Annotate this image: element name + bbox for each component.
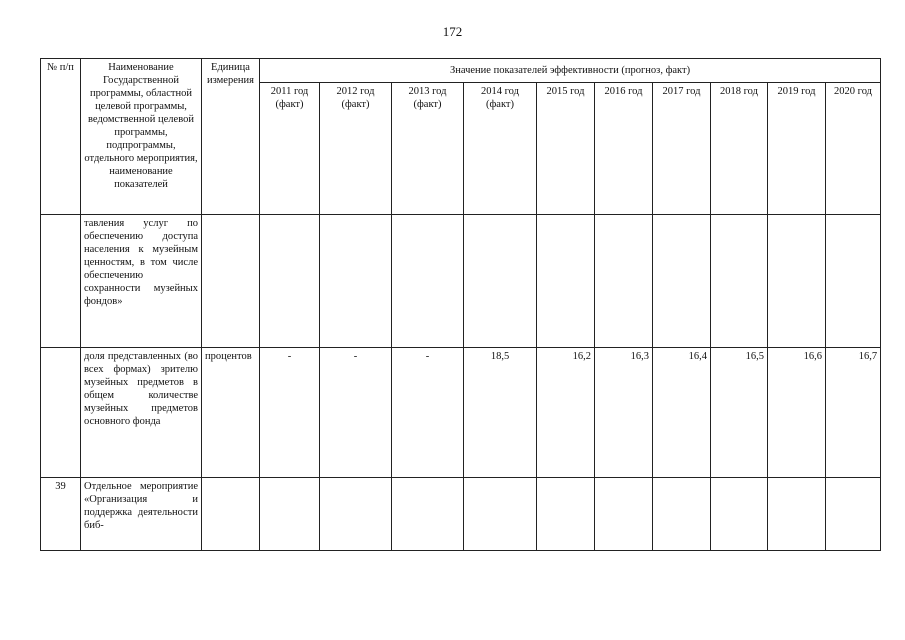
header-year-2011: 2011 год (факт) <box>260 83 320 215</box>
header-year-2013: 2013 год (факт) <box>392 83 464 215</box>
value-2020 <box>826 478 881 551</box>
header-year-2016: 2016 год <box>595 83 653 215</box>
value-2015 <box>537 478 595 551</box>
value-2017 <box>653 478 711 551</box>
value-2019 <box>768 478 826 551</box>
value-2011: - <box>260 348 320 478</box>
header-no: № п/п <box>41 59 81 215</box>
header-year-2014: 2014 год (факт) <box>464 83 537 215</box>
value-2017 <box>653 215 711 348</box>
table-row <box>41 215 881 348</box>
performance-indicators-table <box>40 58 881 551</box>
value-2012 <box>320 478 392 551</box>
header-year-2017: 2017 год <box>653 83 711 215</box>
table-row <box>41 478 881 551</box>
value-2018 <box>711 215 768 348</box>
value-2014 <box>464 215 537 348</box>
value-2016 <box>595 478 653 551</box>
value-2014 <box>464 478 537 551</box>
value-2017: 16,4 <box>653 348 711 478</box>
table-row <box>41 348 881 478</box>
value-2011 <box>260 215 320 348</box>
indicator-name: тавления услуг по обеспечению доступа населения к музейным ценностям, в том числе обеспечению сохранности музейных фондов» <box>81 215 202 348</box>
value-2020 <box>826 215 881 348</box>
row-number <box>41 215 81 348</box>
header-year-2019: 2019 год <box>768 83 826 215</box>
header-year-2012: 2012 год (факт) <box>320 83 392 215</box>
value-2013: - <box>392 348 464 478</box>
indicator-name: доля представленных (во всех формах) зрителю музейных предметов в общем количестве музейных предметов основного фонда <box>81 348 202 478</box>
header-year-2020: 2020 год <box>826 83 881 215</box>
value-2016: 16,3 <box>595 348 653 478</box>
header-row-1 <box>41 59 881 83</box>
header-values-group: Значение показателей эффективности (прогноз, факт) <box>260 59 881 83</box>
header-year-2015: 2015 год <box>537 83 595 215</box>
indicator-unit <box>202 478 260 551</box>
value-2012 <box>320 215 392 348</box>
value-2013 <box>392 478 464 551</box>
value-2020: 16,7 <box>826 348 881 478</box>
value-2014: 18,5 <box>464 348 537 478</box>
value-2015: 16,2 <box>537 348 595 478</box>
value-2018 <box>711 478 768 551</box>
value-2012: - <box>320 348 392 478</box>
value-2016 <box>595 215 653 348</box>
value-2019: 16,6 <box>768 348 826 478</box>
row-number: 39 <box>41 478 81 551</box>
value-2015 <box>537 215 595 348</box>
indicator-name: Отдельное мероприятие «Организация и поддержка деятельности биб- <box>81 478 202 551</box>
value-2019 <box>768 215 826 348</box>
row-number <box>41 348 81 478</box>
header-year-2018: 2018 год <box>711 83 768 215</box>
value-2011 <box>260 478 320 551</box>
indicator-unit: процентов <box>202 348 260 478</box>
value-2018: 16,5 <box>711 348 768 478</box>
header-name: Наименование Государственной программы, областной целевой программы, ведомственной целевой программы, подпрограммы, отдельного мероприятия, наименование показателей <box>81 59 202 215</box>
value-2013 <box>392 215 464 348</box>
indicator-unit <box>202 215 260 348</box>
header-unit: Единица измерения <box>202 59 260 215</box>
page-number: 172 <box>442 24 463 39</box>
